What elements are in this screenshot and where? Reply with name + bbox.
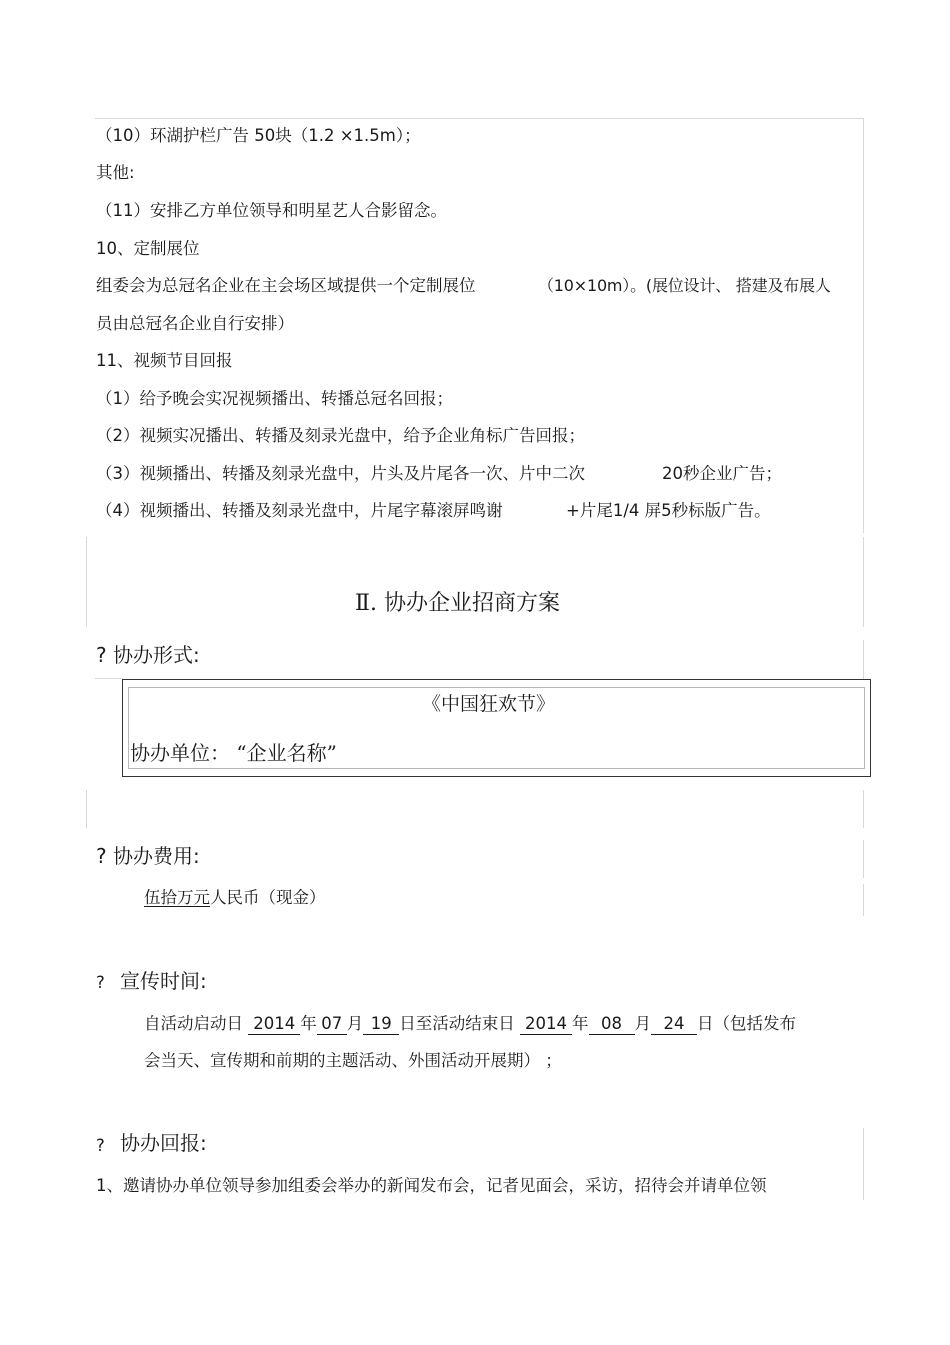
video-item-3-tail: 20秒企业广告；	[662, 464, 782, 483]
time-middle: 日至活动结束日	[399, 1014, 515, 1033]
box-event-name: 《中国狂欢节》	[422, 693, 556, 715]
scan-rule	[863, 884, 864, 916]
video-item-4: （4）视频播出、转播及刻录光盘中，片尾字幕滚屏鸣谢	[96, 501, 503, 520]
year-char-2: 年	[572, 1014, 589, 1033]
fee-amount	[144, 887, 326, 909]
year-char: 年	[300, 1014, 317, 1033]
month-char: 月	[346, 1014, 364, 1033]
form-heading: ? 协办形式:	[96, 643, 200, 667]
ad-item-10: （10）环湖护栏广告 50块（1.2 ×1.5m）；	[96, 126, 421, 145]
video-item-2: （2）视频实况播出、转播及刻录光盘中，给予企业角标广告回报；	[96, 426, 585, 445]
custom-booth-text: 组委会为总冠名企业在主会场区域提供一个定制展位	[96, 276, 476, 295]
time-heading: 宣传时间:	[120, 969, 207, 993]
return-item-1: 1、邀请协办单位领导参加组委会举办的新闻发布会，记者见面会，采访，招待会并请单位领	[96, 1176, 767, 1195]
other-label: 其他:	[96, 163, 135, 182]
return-heading: 协办回报:	[120, 1131, 207, 1155]
end-day: 24	[651, 1014, 697, 1035]
fee-amount-rest: 人民币（现金）	[210, 888, 326, 907]
scan-rule	[863, 118, 864, 533]
section-title: Ⅱ. 协办企业招商方案	[355, 591, 560, 616]
end-month: 08	[589, 1014, 635, 1035]
scan-rule	[863, 840, 864, 878]
fee-heading: ? 协办费用:	[96, 844, 200, 868]
time-prefix: 自活动启动日	[144, 1014, 243, 1033]
scan-rule	[863, 1128, 864, 1200]
start-day: 19	[363, 1014, 399, 1035]
end-year: 2014	[520, 1014, 572, 1035]
scan-rule	[863, 537, 864, 627]
custom-booth-text-2: 员由总冠名企业自行安排）	[96, 314, 294, 333]
scan-rule	[95, 678, 123, 679]
scan-rule	[863, 640, 864, 680]
time-text-line-1	[144, 1013, 796, 1035]
video-item-4-tail: +片尾1/4 屏5秒标版广告。	[566, 501, 771, 520]
month-char-2: 月	[634, 1014, 651, 1033]
start-year: 2014	[248, 1014, 300, 1035]
time-heading-mark: ?	[96, 973, 105, 992]
video-item-1: （1）给予晚会实况视频播出、转播总冠名回报；	[96, 389, 453, 408]
video-heading: 11、视频节目回报	[96, 351, 233, 370]
fee-amount-underlined: 伍拾万元	[144, 888, 210, 907]
scan-rule	[86, 790, 87, 828]
custom-booth-heading: 10、定制展位	[96, 239, 200, 258]
item-11: （11）安排乙方单位领导和明星艺人合影留念。	[96, 201, 447, 220]
box-sponsor-label: 协办单位： “企业名称”	[130, 741, 337, 765]
time-suffix: 日（包括发布	[697, 1014, 796, 1033]
scan-rule	[863, 790, 864, 828]
return-heading-mark: ?	[96, 1136, 105, 1155]
video-item-3: （3）视频播出、转播及刻录光盘中，片头及片尾各一次、片中二次	[96, 464, 585, 483]
start-month: 07	[317, 1014, 347, 1035]
scan-rule	[86, 537, 87, 627]
custom-booth-size: （10×10m）。(展位设计、 搭建及布展人	[538, 276, 831, 295]
time-text-line-2: 会当天、宣传期和前期的主题活动、外围活动开展期） ；	[144, 1051, 562, 1070]
scan-rule	[95, 118, 863, 119]
